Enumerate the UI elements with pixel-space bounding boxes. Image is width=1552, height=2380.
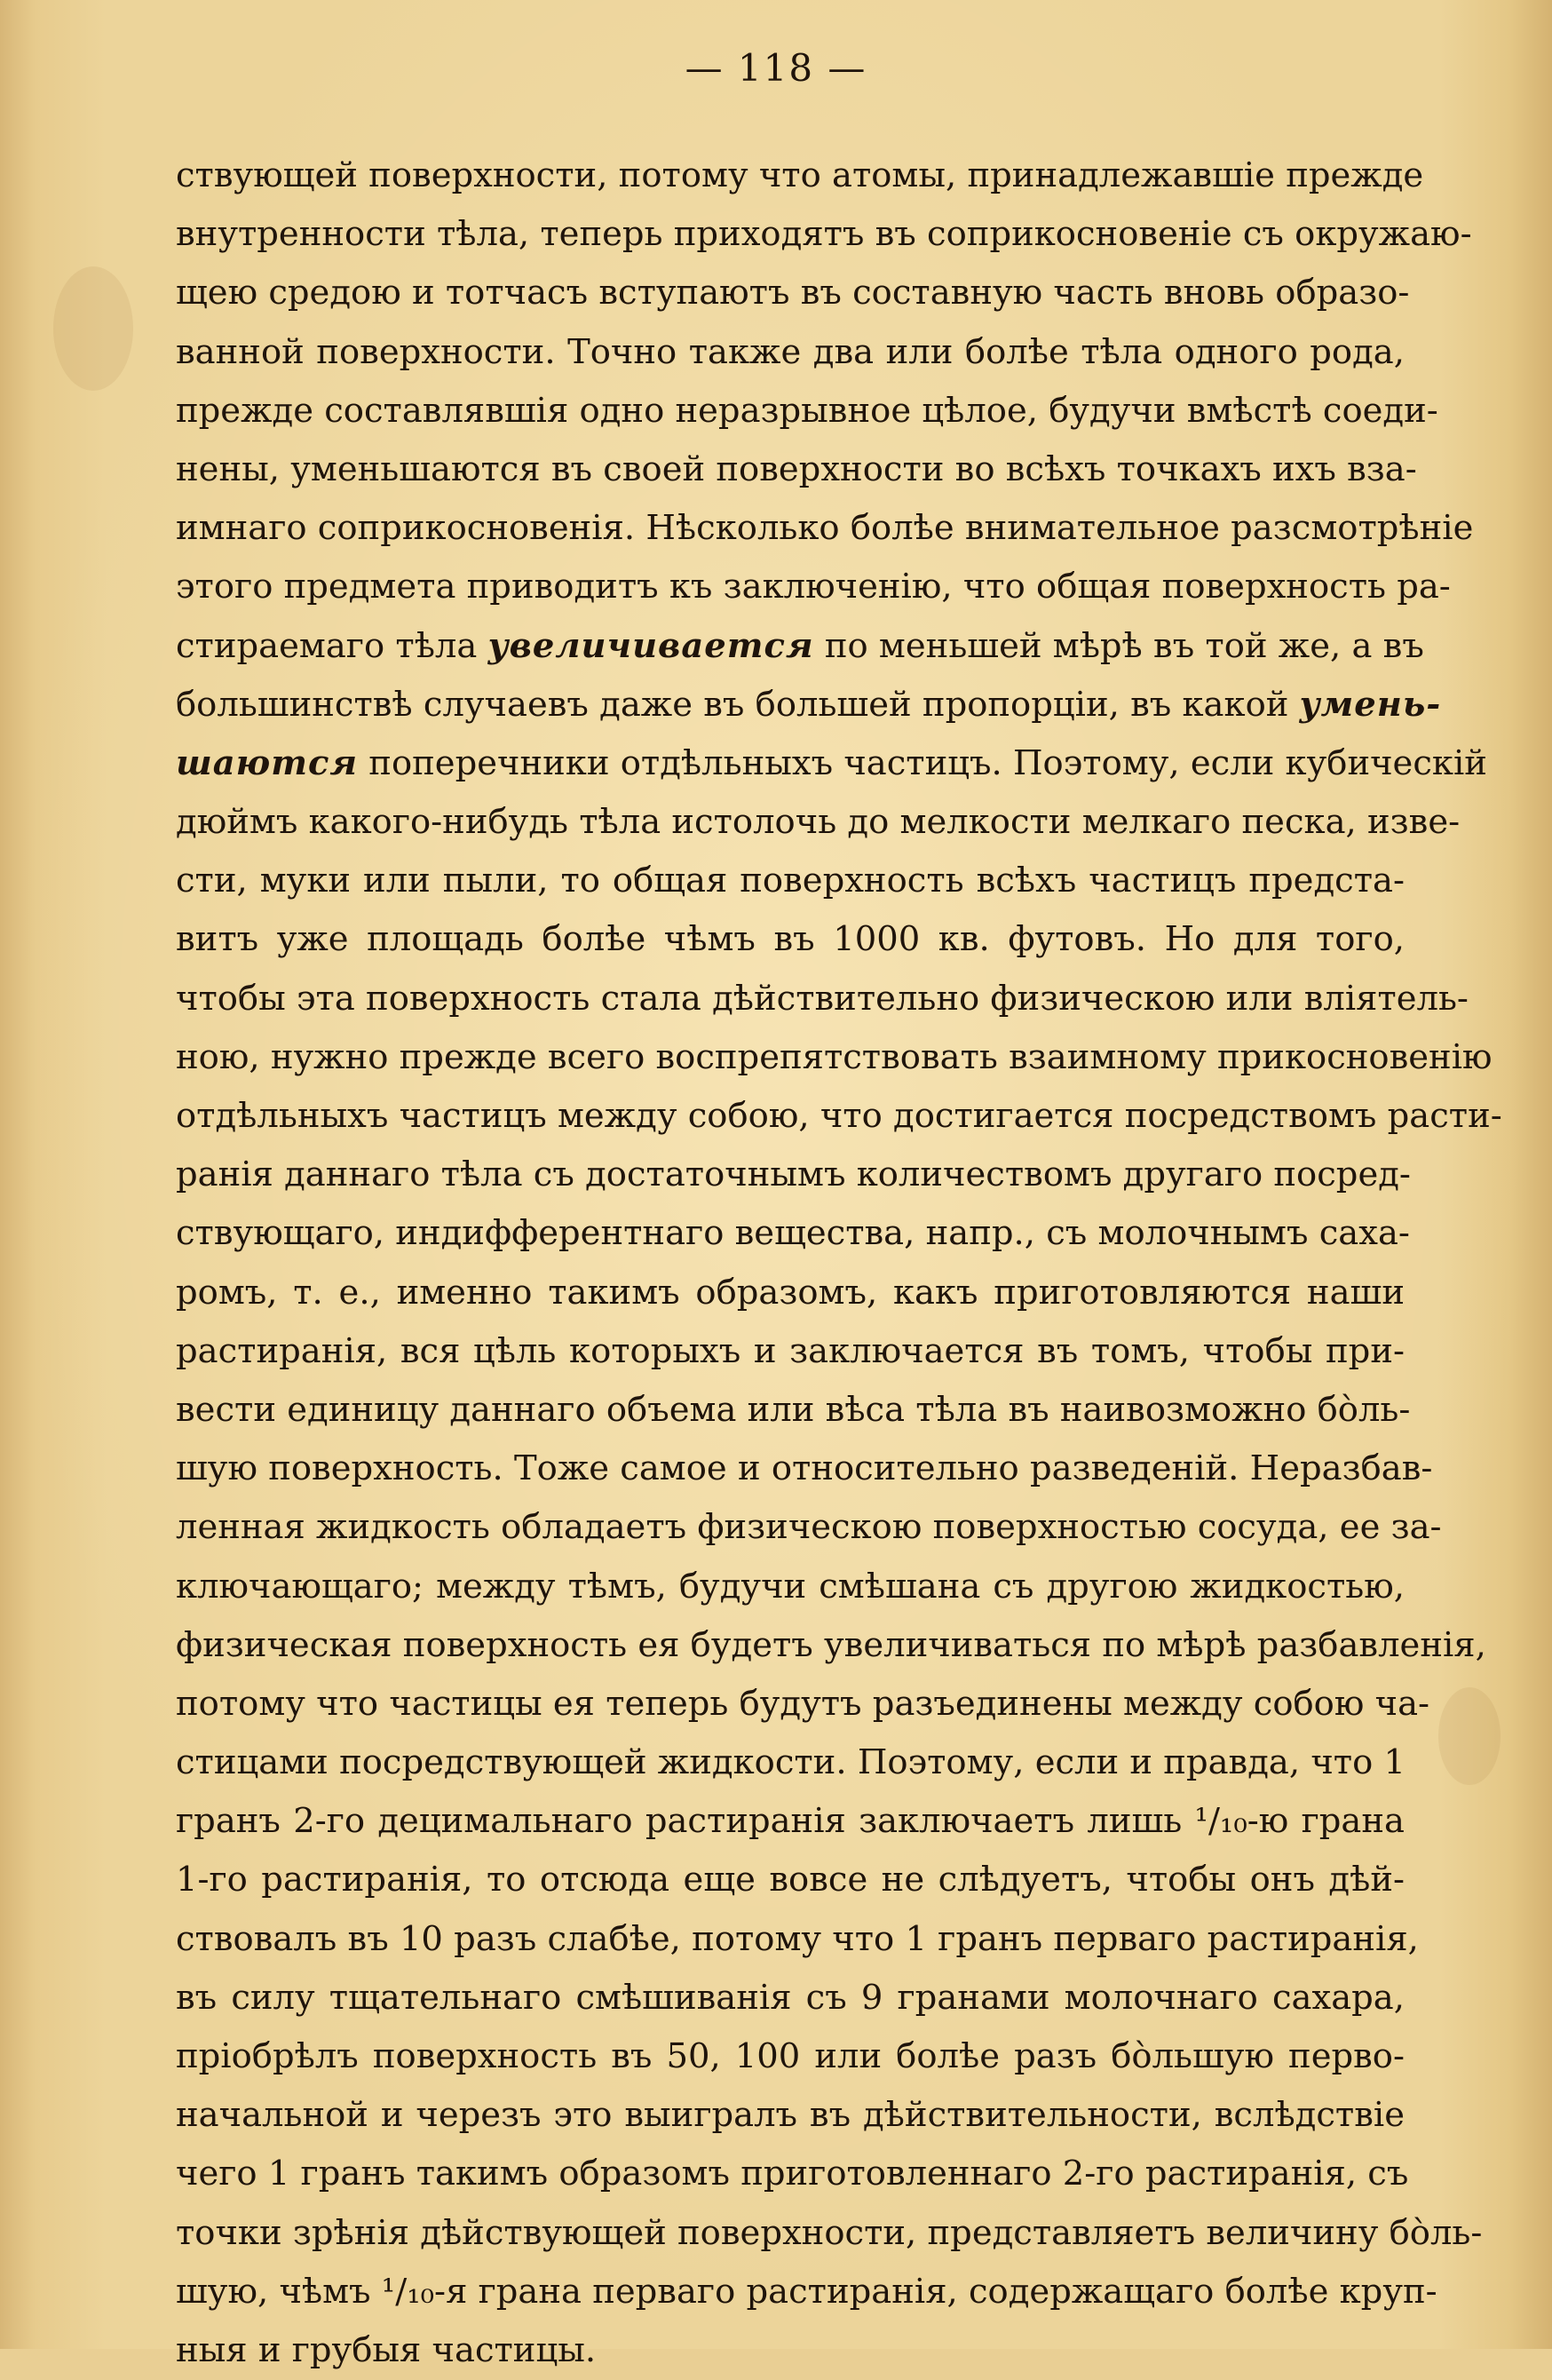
text-run: чего 1 гранъ такимъ образомъ приготовленнаго 2-го растиранія, съ <box>176 2154 1409 2194</box>
text-run: сти, муки или пыли, то общая поверхность всѣхъ частицъ предста- <box>176 861 1405 901</box>
text-line <box>176 617 1424 676</box>
text-run: ванной поверхности. Точно также два или болѣе тѣла одного рода, <box>176 331 1405 372</box>
text-line <box>176 1028 1493 1087</box>
text-run: щею средою и тотчасъ вступаютъ въ составную часть вновь образо- <box>176 273 1410 313</box>
text-run: стираемаго тѣла <box>176 625 488 666</box>
emphasized-text: увеличивается <box>487 625 814 666</box>
text-run: отдѣльныхъ частицъ между собою, что достигается посредствомъ расти- <box>176 1096 1502 1136</box>
text-line <box>176 382 1438 440</box>
text-line <box>176 1146 1411 1204</box>
text-run: дюймъ какого-нибудь тѣла истолочь до мелкости мелкаго песка, изве- <box>176 802 1461 843</box>
text-run: нены, уменьшаются въ своей поверхности во всѣхъ точкахъ ихъ вза- <box>176 448 1417 489</box>
text-run: стицами посредствующей жидкости. Поэтому, если и правда, что 1 <box>176 1742 1406 1783</box>
text-line <box>176 205 1472 264</box>
text-line <box>176 734 1487 793</box>
text-line <box>176 440 1417 499</box>
text-run: ранія даннаго тѣла съ достаточнымъ количествомъ другаго посред- <box>176 1154 1411 1195</box>
text-line <box>176 558 1451 616</box>
text-line <box>176 910 1405 969</box>
text-run: 1-го растиранія, то отсюда еще вовсе не слѣдуетъ, чтобы онъ дѣй- <box>176 1860 1405 1900</box>
page-number: — 118 — <box>685 46 867 90</box>
text-line <box>176 264 1410 322</box>
text-run: ключающаго; между тѣмъ, будучи смѣшана съ другою жидкостью, <box>176 1566 1405 1606</box>
text-run: поперечники отдѣльныхъ частицъ. Поэтому, если кубическій <box>358 742 1487 783</box>
text-line <box>176 1087 1502 1146</box>
text-line <box>176 1910 1419 1969</box>
text-line <box>176 499 1474 558</box>
text-run: шую поверхность. Тоже самое и относительно разведеній. Неразбав- <box>176 1448 1433 1489</box>
text-line <box>176 2321 1405 2380</box>
text-run: ною, нужно прежде всего воспрепятствовать взаимному прикосновенію <box>176 1036 1493 1077</box>
text-line <box>176 323 1405 382</box>
emphasized-text: шаются <box>176 742 359 783</box>
text-run: имнаго соприкосновенія. Нѣсколько болѣе внимательное разсмотрѣніе <box>176 508 1474 549</box>
text-line <box>176 1675 1430 1733</box>
body-text <box>176 147 1502 2380</box>
text-line <box>176 2086 1405 2145</box>
text-line <box>176 1440 1433 1498</box>
text-run: ленная жидкость обладаетъ физическою поверхностью сосуда, ее за- <box>176 1507 1442 1548</box>
paper-stain <box>53 266 133 391</box>
text-line <box>176 1851 1405 1909</box>
text-line <box>176 1204 1410 1263</box>
text-run: чтобы эта поверхность стала дѣйствительно физическою или вліятель- <box>176 978 1469 1019</box>
text-run: большинствѣ случаевъ даже въ большей пропорціи, въ какой <box>176 684 1300 725</box>
text-line <box>176 2145 1409 2203</box>
text-line <box>176 1733 1405 1792</box>
emphasized-text: умень- <box>1299 684 1442 725</box>
text-line <box>176 1616 1486 1675</box>
text-run: начальной и черезъ это выигралъ въ дѣйствительности, вслѣдствіе <box>176 2095 1405 2136</box>
text-line <box>176 1792 1405 1851</box>
text-run: шую, чѣмъ ¹/₁₀-я грана перваго растиранія, содержащаго болѣе круп- <box>176 2271 1437 2312</box>
text-line <box>176 2204 1483 2263</box>
text-run: витъ уже площадь болѣе чѣмъ въ 1000 кв. футовъ. Но для того, <box>176 919 1405 960</box>
text-line <box>176 147 1424 205</box>
text-line <box>176 2027 1405 2086</box>
text-line <box>176 793 1461 852</box>
text-run: прежде составлявшія одно неразрывное цѣлое, будучи вмѣстѣ соеди- <box>176 390 1438 431</box>
text-run: по меньшей мѣрѣ въ той же, а въ <box>813 625 1424 666</box>
text-run: вести единицу даннаго объема или вѣса тѣла въ наивозможно бо̀ль- <box>176 1389 1411 1430</box>
text-line <box>176 1264 1405 1322</box>
text-line <box>176 1381 1411 1440</box>
text-run: физическая поверхность ея будетъ увеличиваться по мѣрѣ разбавленія, <box>176 1624 1486 1665</box>
text-line <box>176 852 1405 910</box>
text-run: ствующей поверхности, потому что атомы, принадлежавшіе прежде <box>176 155 1424 195</box>
text-run: гранъ 2-го децимальнаго растиранія заключаетъ лишь ¹/₁₀-ю грана <box>176 1801 1405 1842</box>
text-run: этого предмета приводитъ къ заключенію, что общая поверхность ра- <box>176 567 1451 607</box>
text-run: потому что частицы ея теперь будутъ разъединены между собою ча- <box>176 1683 1430 1724</box>
text-line <box>176 676 1442 734</box>
text-run: ствующаго, индифферентнаго вещества, напр., съ молочнымъ саха- <box>176 1213 1410 1254</box>
text-run: растиранія, вся цѣль которыхъ и заключается въ томъ, чтобы при- <box>176 1330 1405 1371</box>
text-line <box>176 970 1469 1028</box>
text-line <box>176 1558 1405 1616</box>
paper-stain <box>1438 1687 1501 1785</box>
text-run: точки зрѣнія дѣйствующей поверхности, представляетъ величину бо̀ль- <box>176 2212 1483 2253</box>
text-line <box>176 2263 1437 2321</box>
text-line <box>176 1498 1442 1557</box>
text-run: пріобрѣлъ поверхность въ 50, 100 или болѣе разъ бо̀льшую перво- <box>176 2036 1405 2076</box>
text-line <box>176 1322 1405 1381</box>
text-run: ныя и грубыя частицы. <box>176 2329 597 2370</box>
text-run: ствовалъ въ 10 разъ слабѣе, потому что 1 гранъ перваго растиранія, <box>176 1918 1419 1959</box>
text-line <box>176 1969 1405 2027</box>
text-run: внутренности тѣла, теперь приходятъ въ соприкосновеніе съ окружаю- <box>176 214 1472 255</box>
text-run: въ силу тщательнаго смѣшиванія съ 9 гранами молочнаго сахара, <box>176 1977 1405 2018</box>
text-run: ромъ, т. е., именно такимъ образомъ, какъ приготовляются наши <box>176 1272 1405 1313</box>
